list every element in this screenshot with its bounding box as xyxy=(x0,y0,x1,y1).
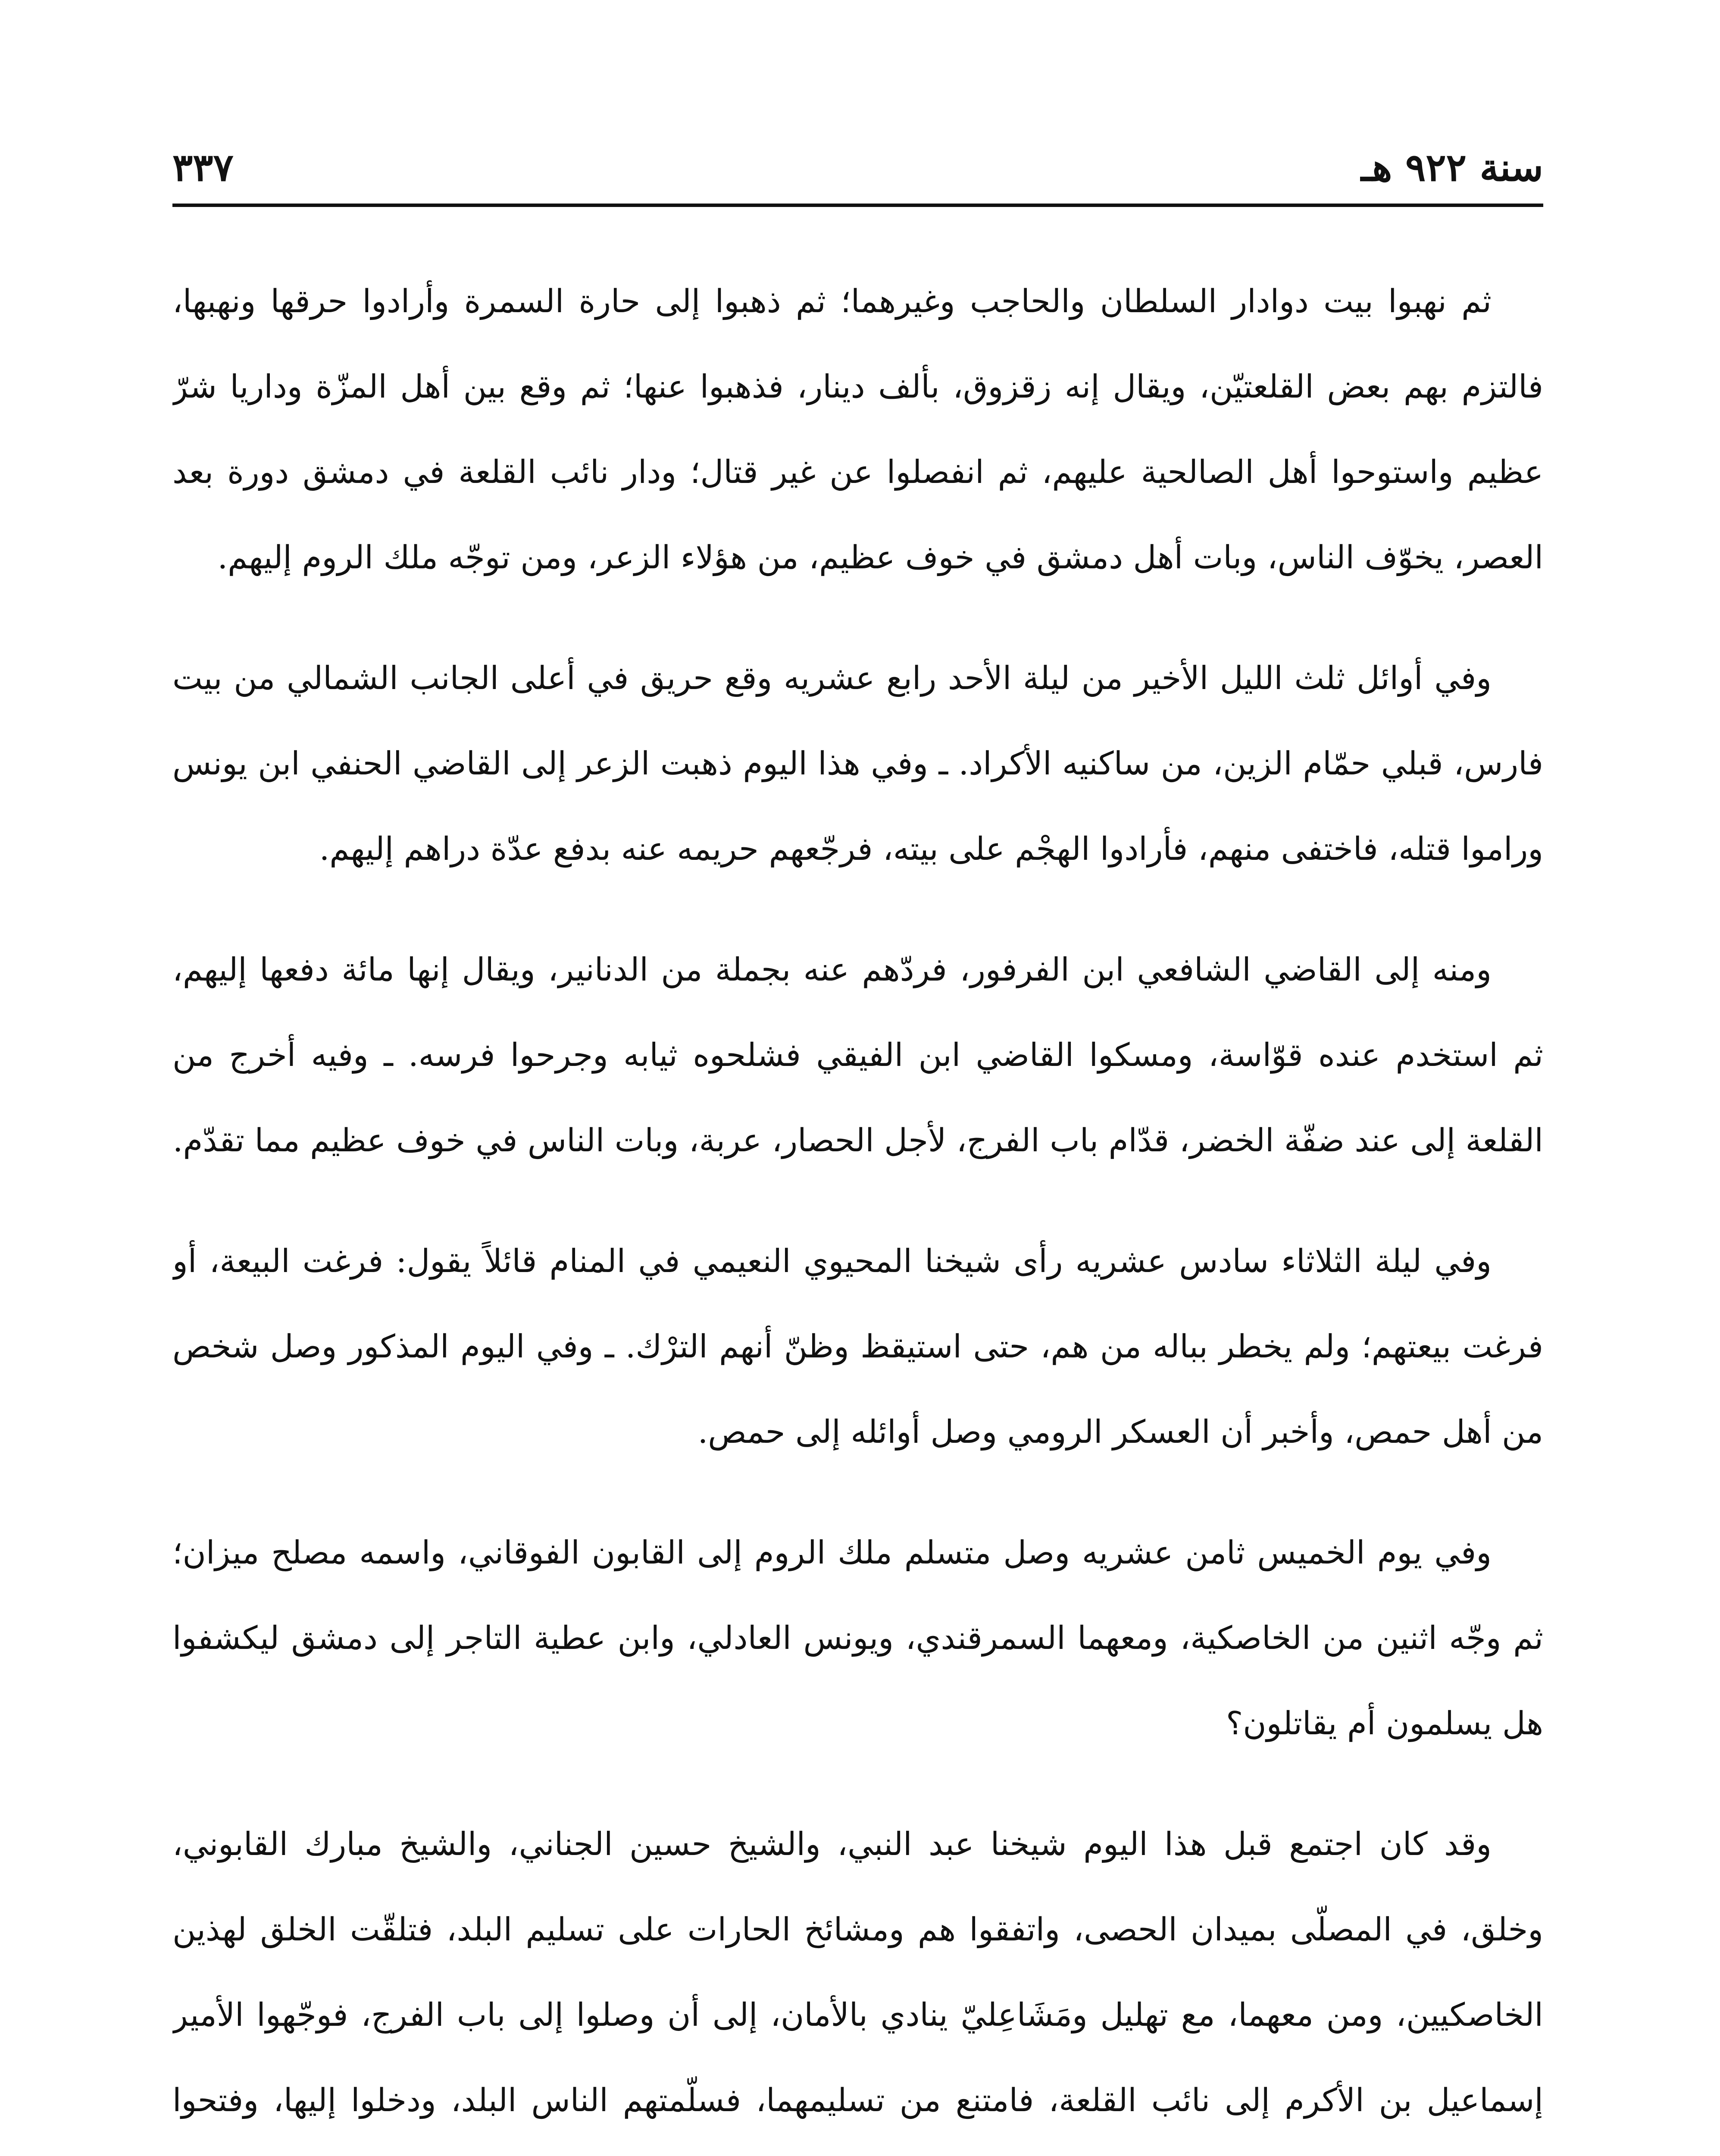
paragraph-5: وفي يوم الخميس ثامن عشريه وصل متسلم ملك الروم إلى القابون الفوقاني، واسمه مصلح ميزان؛ ثم وجّه اثنين من الخاصكية، ومعهما السمرقندي، ويونس العادلي، وابن عطية التاجر إلى دمشق ليكشفوا هل يسلمون أم يقاتلون؟ xyxy=(172,1534,1543,1742)
page-number: ٣٣٧ xyxy=(172,145,234,190)
paragraph-4: وفي ليلة الثلاثاء سادس عشريه رأى شيخنا المحيوي النعيمي في المنام قائلاً يقول: فرغت البيعة، أو فرغت بيعتهم؛ ولم يخطر بباله من هم، حتى استيقظ وظنّ أنهم الترْك. ـ وفي اليوم المذكور وصل شخص من أهل حمص، وأخبر أن العسكر الرومي وصل أوائله إلى حمص. xyxy=(172,1243,1543,1451)
running-head: سنة ٩٢٢ هـ xyxy=(1361,145,1543,190)
paragraph-3: ومنه إلى القاضي الشافعي ابن الفرفور، فردّهم عنه بجملة من الدنانير، ويقال إنها مائة دفعها إليهم، ثم استخدم عنده قوّاسة، ومسكوا القاضي ابن الفيقي فشلحوه ثيابه وجرحوا فرسه. ـ وفيه أخرج من القلعة إلى عند ضفّة الخضر، قدّام باب الفرج، لأجل الحصار، عربة، وبات الناس في خوف عظيم مما تقدّم. xyxy=(172,951,1543,1159)
body-text xyxy=(172,259,1543,2156)
paragraph-6: وقد كان اجتمع قبل هذا اليوم شيخنا عبد النبي، والشيخ حسين الجناني، والشيخ مبارك القابوني، وخلق، في المصلّى بميدان الحصى، واتفقوا هم ومشائخ الحارات على تسليم البلد، فتلقّت الخلق لهذين الخاصكيين، ومن معهما، مع تهليل ومَشَاعِليّ ينادي بالأمان، إلى أن وصلوا إلى باب الفرج، فوجّهوا الأمير إسماعيل بن الأكرم إلى نائب القلعة، فامتنع من تسليمهما، فسلّمتهم الناس البلد، ودخلوا إليها، وفتحوا xyxy=(172,1826,1543,2119)
paragraph-2: وفي أوائل ثلث الليل الأخير من ليلة الأحد رابع عشريه وقع حريق في أعلى الجانب الشمالي من بيت فارس، قبلي حمّام الزين، من ساكنيه الأكراد. ـ وفي هذا اليوم ذهبت الزعر إلى القاضي الحنفي ابن يونس وراموا قتله، فاختفى منهم، فأرادوا الهجْم على بيته، فرجّعهم حريمه عنه بدفع عدّة دراهم إليهم. xyxy=(172,660,1543,868)
header-rule xyxy=(172,204,1543,207)
page-header xyxy=(172,129,1543,194)
paragraph-1: ثم نهبوا بيت دوادار السلطان والحاجب وغيرهما؛ ثم ذهبوا إلى حارة السمرة وأرادوا حرقها ونهبها، فالتزم بهم بعض القلعتيّن، ويقال إنه زقزوق، بألف دينار، فذهبوا عنها؛ ثم وقع بين أهل المزّة وداريا شرّ عظيم واستوحوا أهل الصالحية عليهم، ثم انفصلوا عن غير قتال؛ ودار نائب القلعة في دمشق دورة بعد العصر، يخوّف الناس، وبات أهل دمشق في خوف عظيم، من هؤلاء الزعر، ومن توجّه ملك الروم إليهم. xyxy=(172,283,1543,576)
